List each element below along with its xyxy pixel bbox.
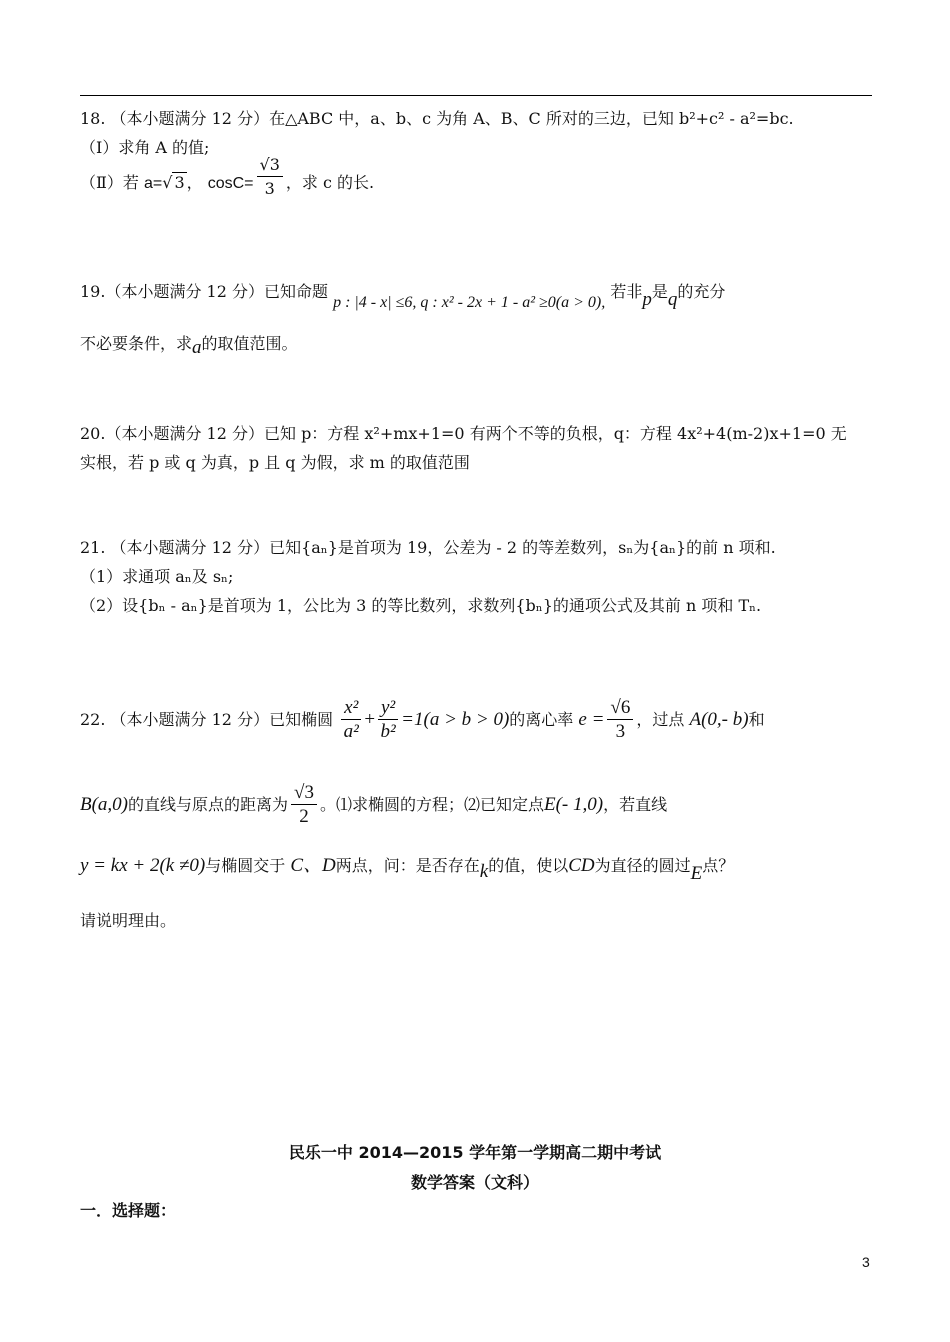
q20-line2: 实根，若 p 或 q 为真，p 且 q 为假，求 m 的取值范围 — [80, 453, 470, 472]
q18-line3: （Ⅱ）若 a=√ 3 ， cosC= $\frac{√3}{3}$ ，求 c 的长. — [80, 166, 374, 201]
q18-frac: $\frac{√3}{3}$ — [257, 154, 283, 201]
q22-ecc-text: 的离心率 — [509, 710, 574, 729]
q18-line2: （Ⅰ）求角 A 的值; — [80, 138, 210, 157]
q22-e: E — [690, 863, 703, 884]
section-heading: 一．选择题： — [80, 1201, 177, 1220]
q20-line1: 20.（本小题满分 12 分）已知 p：方程 x²+mx+1=0 有两个不等的负根，q：方程 4x²+4(m-2)x+1=0 无 — [80, 424, 847, 443]
q22-q1-text: 。⑴求椭圆的方程；⑵已知定点 — [319, 795, 544, 814]
q22-x2-frac: $\frac{\text{x²}}{\text{a²}}$ — [341, 697, 361, 744]
q18-line1: 18. （本小题满分 12 分）在△ABC 中，a、b、c 为角 A、B、C 所对的三边，已知 b²+c² - a²=bc. — [80, 109, 794, 128]
q22-val-text: 的值，使以 — [488, 856, 569, 875]
q22-pre: 22. （本小题满分 12 分）已知椭圆 — [80, 710, 334, 729]
q21-line3: （2）设{bₙ - aₙ}是首项为 1，公比为 3 的等比数列，求数列{bₙ}的通项公式及其前 n 项和 Tₙ. — [80, 596, 762, 615]
top-rule — [80, 95, 872, 96]
q19-formula: p : |4 - x| ≤6, q : x² - 2x + 1 - a² ≥0(a > 0), — [333, 294, 606, 311]
q22-line1 — [80, 690, 765, 750]
q18-sqrt3: √ 3 — [162, 173, 185, 192]
q19-post: 的充分 — [677, 282, 726, 301]
q22-pass: ，过点 — [636, 710, 685, 729]
q22-ecc-frac: $\frac{√6}{3}$ — [607, 697, 633, 744]
q22-point-q: 点？ — [702, 856, 735, 875]
q19-line1 — [80, 281, 726, 311]
q19-mid2: 是 — [651, 282, 668, 301]
q19-pre: 19.（本小题满分 12 分）已知命题 — [80, 282, 328, 301]
q22-and: 和 — [748, 710, 765, 729]
q22-point-a: A(0,- b) — [689, 709, 749, 730]
q22-dist-text: 的直线与原点的距离为 — [128, 795, 289, 814]
q22-circle-text: 为直径的圆过 — [594, 856, 691, 875]
q22-intersect: 与椭圆交于 — [205, 856, 286, 875]
q22-plus: + — [364, 709, 376, 730]
q22-e-eq: e = — [578, 709, 605, 730]
q19-line2-pre: 不必要条件，求 — [80, 334, 193, 353]
q22-if-line: ，若直线 — [603, 795, 668, 814]
page-number: 3 — [862, 1254, 870, 1270]
q18-line3-post: ，求 c 的长. — [285, 173, 375, 192]
q18-a-eq: a= — [143, 175, 163, 192]
q19-a: a — [192, 337, 202, 358]
answer-subtitle: 数学答案（文科） — [410, 1173, 539, 1192]
q19-line2 — [80, 333, 298, 358]
q22-line2 — [80, 775, 667, 835]
q22-line3 — [80, 855, 735, 884]
q22-point-e: E(- 1,0) — [543, 794, 604, 815]
q22-cd-points: C、D — [290, 855, 336, 876]
q22-last: 请说明理由。 — [80, 911, 177, 930]
q22-line-eq: y = kx + 2(k ≠0) — [80, 855, 206, 876]
q18-cos-eq: cosC= — [207, 175, 254, 192]
q22-point-b: B(a,0) — [80, 794, 129, 815]
answer-title: 民乐一中 2014—2015 学年第一学期高二期中考试 — [288, 1143, 662, 1162]
q22-eq1: =1(a > b > 0) — [401, 709, 510, 730]
q19-p: p — [642, 289, 652, 310]
q18-line3-pre: （Ⅱ）若 — [80, 173, 139, 192]
q22-ask: 两点，问：是否存在 — [335, 856, 480, 875]
q21-line1: 21. （本小题满分 12 分）已知{aₙ}是首项为 19，公差为 - 2 的等差数列，sₙ为{aₙ}的前 n 项和. — [80, 538, 776, 557]
q19-mid1: 若非 — [610, 282, 643, 301]
q22-y2-frac: $\frac{\text{y²}}{\text{b²}}$ — [378, 697, 398, 744]
q22-dist-frac: $\frac{√3}{2}$ — [291, 782, 317, 829]
q21-line2: （1）求通项 aₙ及 sₙ; — [80, 567, 234, 586]
q19-line2-post: 的取值范围。 — [201, 334, 298, 353]
q19-q: q — [667, 289, 678, 310]
q22-k: k — [479, 861, 489, 882]
q22-cd: CD — [568, 855, 595, 876]
